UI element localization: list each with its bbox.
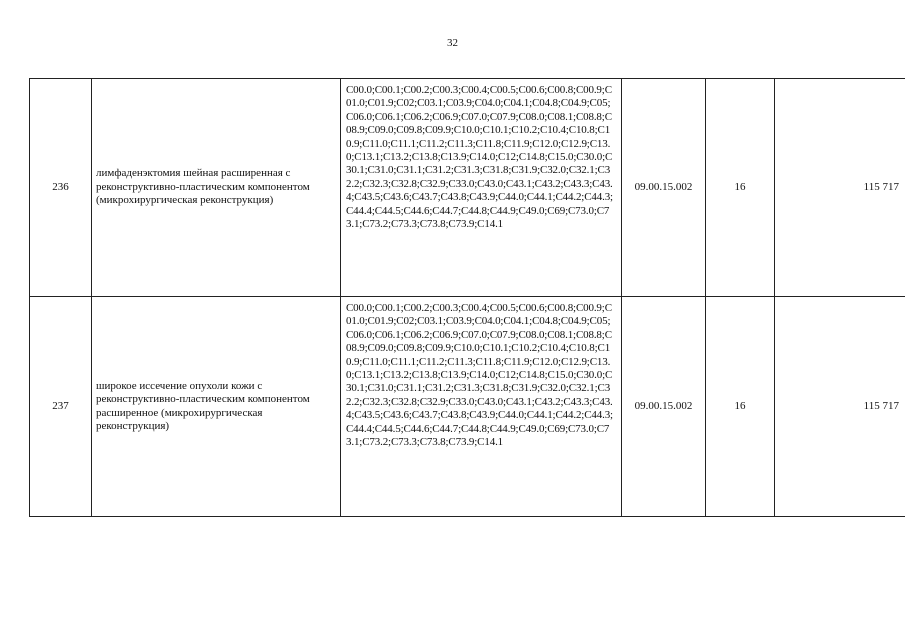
diagnosis-codes-cell: C00.0;C00.1;C00.2;C00.3;C00.4;C00.5;C00.6;C00.8;C00.9;C01.0;C01.9;C02;C03.1;C03.9;C04.0;C04.1;C04.8;C04.9;C05;C06.0;C06.1;C06.2;C06.9;C07.0;C07.9;C08.0;C08.1;C08.8;C08.9;C09.0;C09.8;C09.9;C10.0;C10.1;C10.2;C10.4;C10.8;C10.9;C11.0;C11.1;C11.2;C11.3;C11.8;C11.9;C12.0;C12.9;C13.0;C13.1;C13.2;C13.8;C13.9;C14.0;C12;C14.8;C15.0;C30.0;C30.1;C31.0;C31.1;C31.2;C31.3;C31.8;C31.9;C32.0;C32.1;C32.2;C32.3;C32.8;C32.9;C33.0;C43.0;C43.1;C43.2;C43.3;C43.4;C43.5;C43.6;C43.7;C43.8;C43.9;C44.0;C44.1;C44.2;C44.3;C44.4;C44.5;C44.6;C44.7;C44.8;C44.9;C49.0;C69;C73.0;C73.1;C73.2;C73.3;C73.8;C73.9;C14.1 [341, 297, 622, 517]
group-cell: 16 [706, 79, 775, 297]
table-row [30, 79, 905, 297]
page-number: 32 [447, 37, 458, 49]
table-row [30, 297, 905, 517]
procedure-name-cell: лимфаденэктомия шейная расширенная с реконструктивно-пластическим компонентом (микрохирургическая реконструкция) [92, 79, 341, 297]
price-cell: 115 717 [775, 79, 905, 297]
procedure-name-cell: широкое иссечение опухоли кожи с реконструктивно-пластическим компонентом расширенное (микрохирургическая реконструкция) [92, 297, 341, 517]
service-code-cell: 09.00.15.002 [622, 79, 706, 297]
price-cell: 115 717 [775, 297, 905, 517]
row-number-cell: 236 [30, 79, 92, 297]
group-cell: 16 [706, 297, 775, 517]
diagnosis-codes-cell: C00.0;C00.1;C00.2;C00.3;C00.4;C00.5;C00.6;C00.8;C00.9;C01.0;C01.9;C02;C03.1;C03.9;C04.0;C04.1;C04.8;C04.9;C05;C06.0;C06.1;C06.2;C06.9;C07.0;C07.9;C08.0;C08.1;C08.8;C08.9;C09.0;C09.8;C09.9;C10.0;C10.1;C10.2;C10.4;C10.8;C10.9;C11.0;C11.1;C11.2;C11.3;C11.8;C11.9;C12.0;C12.9;C13.0;C13.1;C13.2;C13.8;C13.9;C14.0;C12;C14.8;C15.0;C30.0;C30.1;C31.0;C31.1;C31.2;C31.3;C31.8;C31.9;C32.0;C32.1;C32.2;C32.3;C32.8;C32.9;C33.0;C43.0;C43.1;C43.2;C43.3;C43.4;C43.5;C43.6;C43.7;C43.8;C43.9;C44.0;C44.1;C44.2;C44.3;C44.4;C44.5;C44.6;C44.7;C44.8;C44.9;C49.0;C69;C73.0;C73.1;C73.2;C73.3;C73.8;C73.9;C14.1 [341, 79, 622, 297]
procedures-table [29, 78, 905, 517]
service-code-cell: 09.00.15.002 [622, 297, 706, 517]
row-number-cell: 237 [30, 297, 92, 517]
